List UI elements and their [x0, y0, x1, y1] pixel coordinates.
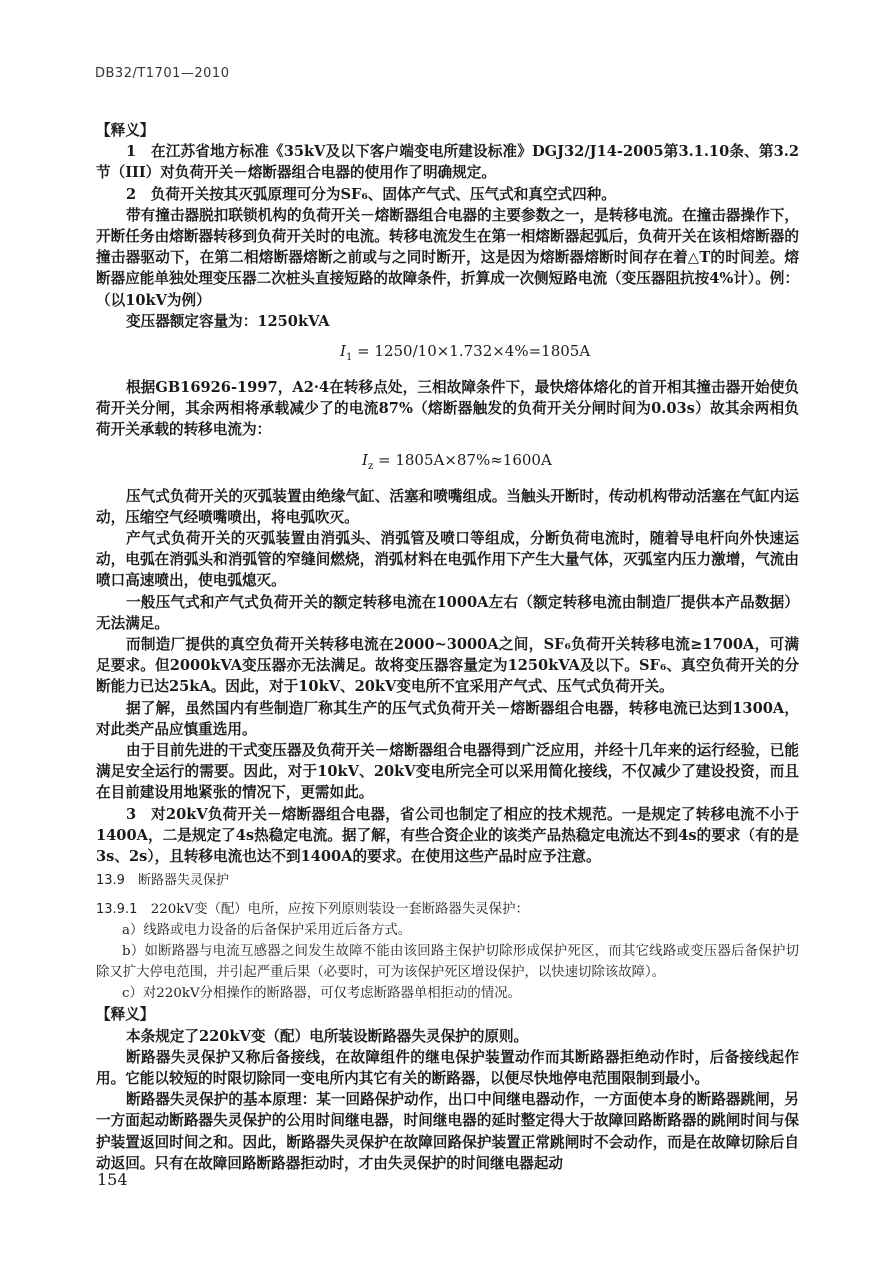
explanation-label: 【释义】 — [96, 122, 155, 139]
paragraph: 据了解，虽然国内有些制造厂称其生产的压气式负荷开关－熔断器组合电器，转移电流已达到1300A，对此类产品应慎重选用。 — [96, 699, 799, 738]
clause-item-c: c）对220kV分相操作的断路器，可仅考虑断路器单相拒动的情况。 — [122, 986, 521, 1002]
formula-expression: = 1805A×87%≈1600A — [373, 450, 552, 469]
section-heading: 13.9 断路器失灵保护 — [96, 873, 229, 889]
formula-symbol: I — [362, 450, 368, 469]
paragraph: 产气式负荷开关的灭弧装置由消弧头、消弧管及喷口等组成，分断负荷电流时，随着导电杆向外快速运动，电弧在消弧头和消弧管的窄缝间燃烧，消弧材料在电弧作用下产生大量气体，灭弧室内压力激增，气流由喷口高速喷出，使电弧熄灭。 — [96, 530, 799, 590]
paragraph: 压气式负荷开关的灭弧装置由绝缘气缸、活塞和喷嘴组成。当触头开断时，传动机构带动活塞在气缸内运动，压缩空气经喷嘴喷出，将电弧吹灭。 — [96, 487, 799, 526]
formula-expression: = 1250/10×1.732×4%=1805A — [352, 342, 591, 361]
paragraph: 根据GB16926-1997，A2·4在转移点处，三相故障条件下，最快熔体熔化的首开相其撞击器开始使负荷开关分闸，其余两相将承载减少了的电流87%（熔断器触发的负荷开关分闸时间为0.03s）故其余两相负荷开关承载的转移电流为： — [96, 379, 799, 439]
paragraph: 2 负荷开关按其灭弧原理可分为SF₆、固体产气式、压气式和真空式四种。 — [126, 185, 616, 203]
paragraph: 带有撞击器脱扣联锁机构的负荷开关－熔断器组合电器的主要参数之一，是转移电流。在撞击器操作下，开断任务由熔断器转移到负荷开关时的电流。转移电流发生在第一相熔断器起弧后，负荷开关在该相熔断器的撞击器驱动下，在第二相熔断器熔断之前或与之同时断开，这是因为熔断器熔断时间存在着△T的时间差。熔断器应能单独处理变压器二次桩头直接短路的故障条件，折算成一次侧短路电流（变压器阻抗按4%计）。例：（以10kV为例） — [96, 206, 799, 309]
paragraph: 断路器失灵保护又称后备接线，在故障组件的继电保护装置动作而其断路器拒绝动作时，后备接线起作用。它能以较短的时限切除同一变电所内其它有关的断路器，以便尽快地停电范围限制到最小。 — [96, 1048, 799, 1087]
paragraph: 而制造厂提供的真空负荷开关转移电流在2000~3000A之间，SF₆负荷开关转移电流≥1700A，可满足要求。但2000kVA变压器亦无法满足。故将变压器容量定为1250kVA及以下。SF₆、真空负荷开关的分断能力已达25kA。因此，对于10kV、20kV变电所不宜采用产气式、压气式负荷开关。 — [96, 636, 799, 696]
formula-rated-current — [96, 332, 799, 377]
clause-item-b: b）如断路器与电流互感器之间发生故障不能由该回路主保护切除形成保护死区，而其它线路或变压器后备保护切除又扩大停电范围，并引起严重后果（必要时，可为该保护死区增设保护，以快速切除该故障）。 — [96, 944, 799, 981]
clause-item-a: a）线路或电力设备的后备保护采用近后备方式。 — [122, 923, 412, 939]
clause-text: 220kV变（配）电所，应按下列原则装设一套断路器失灵保护： — [150, 902, 529, 918]
paragraph: 变压器额定容量为：1250kVA — [126, 312, 330, 330]
formula-transfer-current — [96, 441, 799, 486]
formula-subscript: z — [367, 460, 374, 472]
page-number: 154 — [97, 1170, 128, 1189]
paragraph: 一般压气式和产气式负荷开关的额定转移电流在1000A左右（额定转移电流由制造厂提供本产品数据）无法满足。 — [96, 593, 799, 632]
paragraph: 由于目前先进的干式变压器及负荷开关－熔断器组合电器得到广泛应用，并经十几年来的运行经验，已能满足安全运行的需要。因此，对于10kV、20kV变电所完全可以采用简化接线，不仅减少了建设投资，而且在目前建设用地紧张的情况下，更需如此。 — [96, 742, 799, 802]
paragraph: 1 在江苏省地方标准《35kV及以下客户端变电所建设标准》DGJ32/J14-2005第3.1.10条、第3.2节（III）对负荷开关－熔断器组合电器的使用作了明确规定。 — [96, 143, 799, 182]
clause-number: 13.9.1 — [96, 902, 138, 918]
formula-subscript: 1 — [345, 352, 353, 364]
page-content — [96, 120, 799, 1174]
paragraph: 本条规定了220kV变（配）电所装设断路器失灵保护的原则。 — [126, 1027, 529, 1045]
formula-symbol: I — [340, 342, 346, 361]
paragraph: 3 对20kV负荷开关－熔断器组合电器，省公司也制定了相应的技术规范。一是规定了转移电流不小于1400A，二是规定了4s热稳定电流。据了解，有些合资企业的该类产品热稳定电流达不到4s的要求（有的是3s、2s），且转移电流也达不到1400A的要求。在使用这些产品时应予注意。 — [96, 805, 799, 866]
clause — [96, 899, 799, 920]
doc-code-header: DB32/T1701—2010 — [95, 66, 230, 81]
explanation-label: 【释义】 — [96, 1006, 155, 1024]
paragraph: 断路器失灵保护的基本原理：某一回路保护动作，出口中间继电器动作，一方面使本身的断路器跳闸，另一方面起动断路器失灵保护的公用时间继电器，时间继电器的延时整定得大于故障回路断路器的跳闸时间与保护装置返回时间之和。因此，断路器失灵保护在故障回路保护装置正常跳闸时不会动作，而是在故障切除后自动返回。只有在故障回路断路器拒动时，才由失灵保护的时间继电器起动 — [96, 1091, 799, 1172]
